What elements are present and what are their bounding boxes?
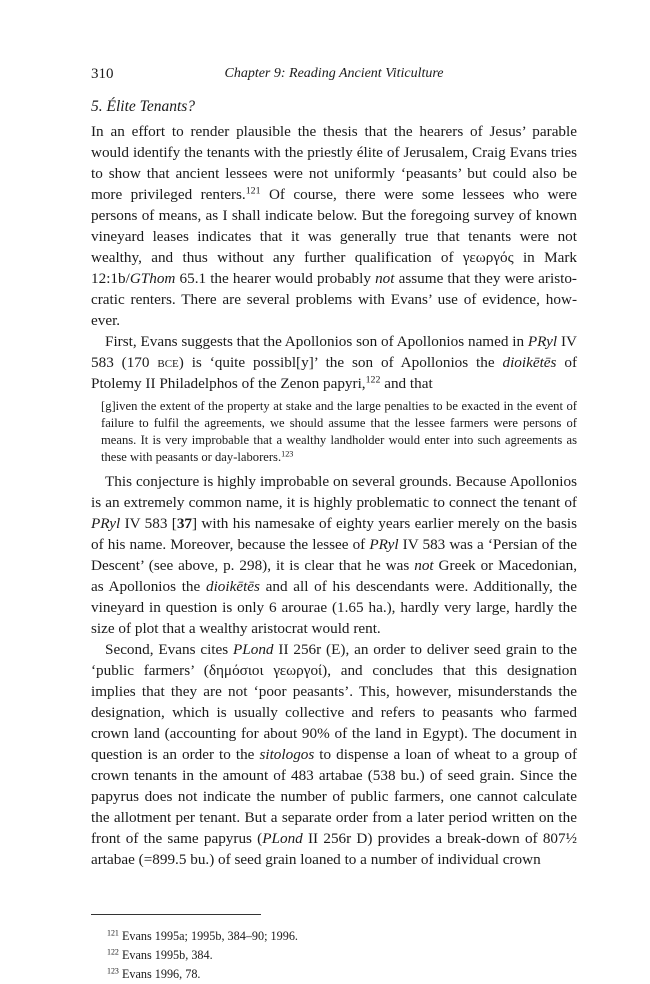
footnote-ref: 121 xyxy=(245,185,261,197)
italic-run: PRyl xyxy=(527,333,558,350)
footnote-text: Evans 1995b, 384. xyxy=(118,948,213,962)
text-run: IV 583 was a ‘Persian of the Descent’ (see above, p. 298), it is clear that he was xyxy=(91,536,577,574)
text-run: and that xyxy=(380,375,433,392)
text-run: II 256r D) provides a break-down of 807½ artabae (=899.5 bu.) of seed grain loaned to a number of individual crown xyxy=(91,830,578,868)
text-run: [g]iven the extent of the property at stake and the large penalties to be exacted in the event of failure to fulfil the agreements, we should assume that the lessee farmers were persons of means. It is very improbable that a wealthy landholder would enter into such agreements as these with peasants or day-laborers. xyxy=(101,399,577,464)
running-head: Chapter 9: Reading Ancient Viticulture xyxy=(224,66,444,81)
footnote xyxy=(91,927,577,946)
italic-run: PRyl xyxy=(91,515,121,532)
text-run: ) is ‘quite possibl[y]’ the son of Apollonios the xyxy=(178,354,503,371)
page-number: 310 xyxy=(91,66,114,82)
italic-run: PLond xyxy=(233,641,274,658)
text-run: In an effort to render plausible the thesis that the hearers of Jesus’ parable would identify the tenants with the priestly élite of Jerusalem, Craig Evans tries to show that ancient lessees were not uniformly ‘peasants’ but could also be more privileged renters. xyxy=(91,123,577,203)
text-run: to dispense a loan of wheat to a group of crown tenants in the amount of 483 artabae (538 bu.) of seed grain. Since the papyrus does not indicate the number of public farmers, one cannot calculate the allotment per tenant. But a separate order from a later period written on the front of the same papyrus ( xyxy=(91,746,578,847)
paragraph xyxy=(91,471,577,639)
italic-run: sitologos xyxy=(259,746,315,763)
footnote-number: 122 xyxy=(107,947,119,957)
page-header xyxy=(91,60,577,82)
text-run: II 256r (E), an order to deliver seed grain to the ‘public farmers’ (δημόσιοι γεωργοί), and concludes that this designation implies that they are not ‘poor peasants’. This, however, misunderstands the designation, which is usually collective and refers to peasants who farmed crown land (accounting for about 90% of the land in Egypt). The document in question is an order to the xyxy=(91,641,577,763)
italic-run: GThom xyxy=(129,270,176,287)
italic-run: dioikētēs xyxy=(502,354,557,371)
footnote xyxy=(91,946,577,965)
bold-run: 37 xyxy=(176,515,193,532)
footnote xyxy=(91,965,577,984)
text-run: First, Evans suggests that the Apollonios son of Apollonios named in xyxy=(105,333,528,350)
text-run: of Ptolemy II Philadelphos of the Zenon papyri, xyxy=(91,354,577,392)
section-heading: 5. Élite Tenants? xyxy=(91,98,196,115)
text-run: This conjecture is highly improbable on several grounds. Because Apollonios is an extremely common name, it is highly problematic to connect the tenant of xyxy=(91,473,577,511)
text-run: IV 583 (170 xyxy=(91,333,577,371)
footnote-separator xyxy=(91,914,261,915)
text-run: IV 583 [ xyxy=(120,515,177,532)
text-run: ] with his namesake of eighty years earlier merely on the basis of his name. Moreover, because the lessee of xyxy=(91,515,577,553)
italic-run: PRyl xyxy=(369,536,399,553)
paragraph xyxy=(91,331,577,394)
footnotes xyxy=(91,927,577,984)
text-run: and all of his descendants were. Additionally, the vineyard in question is only 6 arourae (1.65 ha.), hardly very large, hardly the size of plot that a wealthy aristocrat would rent. xyxy=(91,578,578,637)
footnote-number: 123 xyxy=(107,966,119,976)
paragraph xyxy=(91,121,577,331)
footnote-number: 121 xyxy=(107,928,119,938)
italic-run: PLond xyxy=(262,830,303,847)
paragraph xyxy=(91,639,577,870)
text-run: Of course, there were some lessees who were persons of means, as I shall indicate below. But the foregoing survey of known vineyard leases indicates that it was generally true that tenants were not wealthy, and thus without any further qualification of γεωργός in Mark 12:1b/ xyxy=(91,186,577,287)
block-quote xyxy=(101,398,577,466)
footnote-text: Evans 1995a; 1995b, 384–90; 1996. xyxy=(118,929,298,943)
footnote-ref: 123 xyxy=(281,449,294,459)
italic-run: dioikētēs xyxy=(205,578,260,595)
text-run: assume that they were aristocratic renters. There are several problems with Evans’ use of evidence, however. xyxy=(91,270,577,329)
small-caps-run: bce xyxy=(157,354,179,371)
text-run: Second, Evans cites xyxy=(105,641,234,658)
text-run: 65.1 the hearer would probably xyxy=(175,270,376,287)
italic-run: not xyxy=(414,557,434,574)
text-run: Greek or Macedonian, as Apollonios the xyxy=(91,557,577,595)
footnote-text: Evans 1996, 78. xyxy=(118,967,201,981)
footnote-ref: 122 xyxy=(365,374,381,386)
page xyxy=(91,60,577,984)
italic-run: not xyxy=(375,270,395,287)
